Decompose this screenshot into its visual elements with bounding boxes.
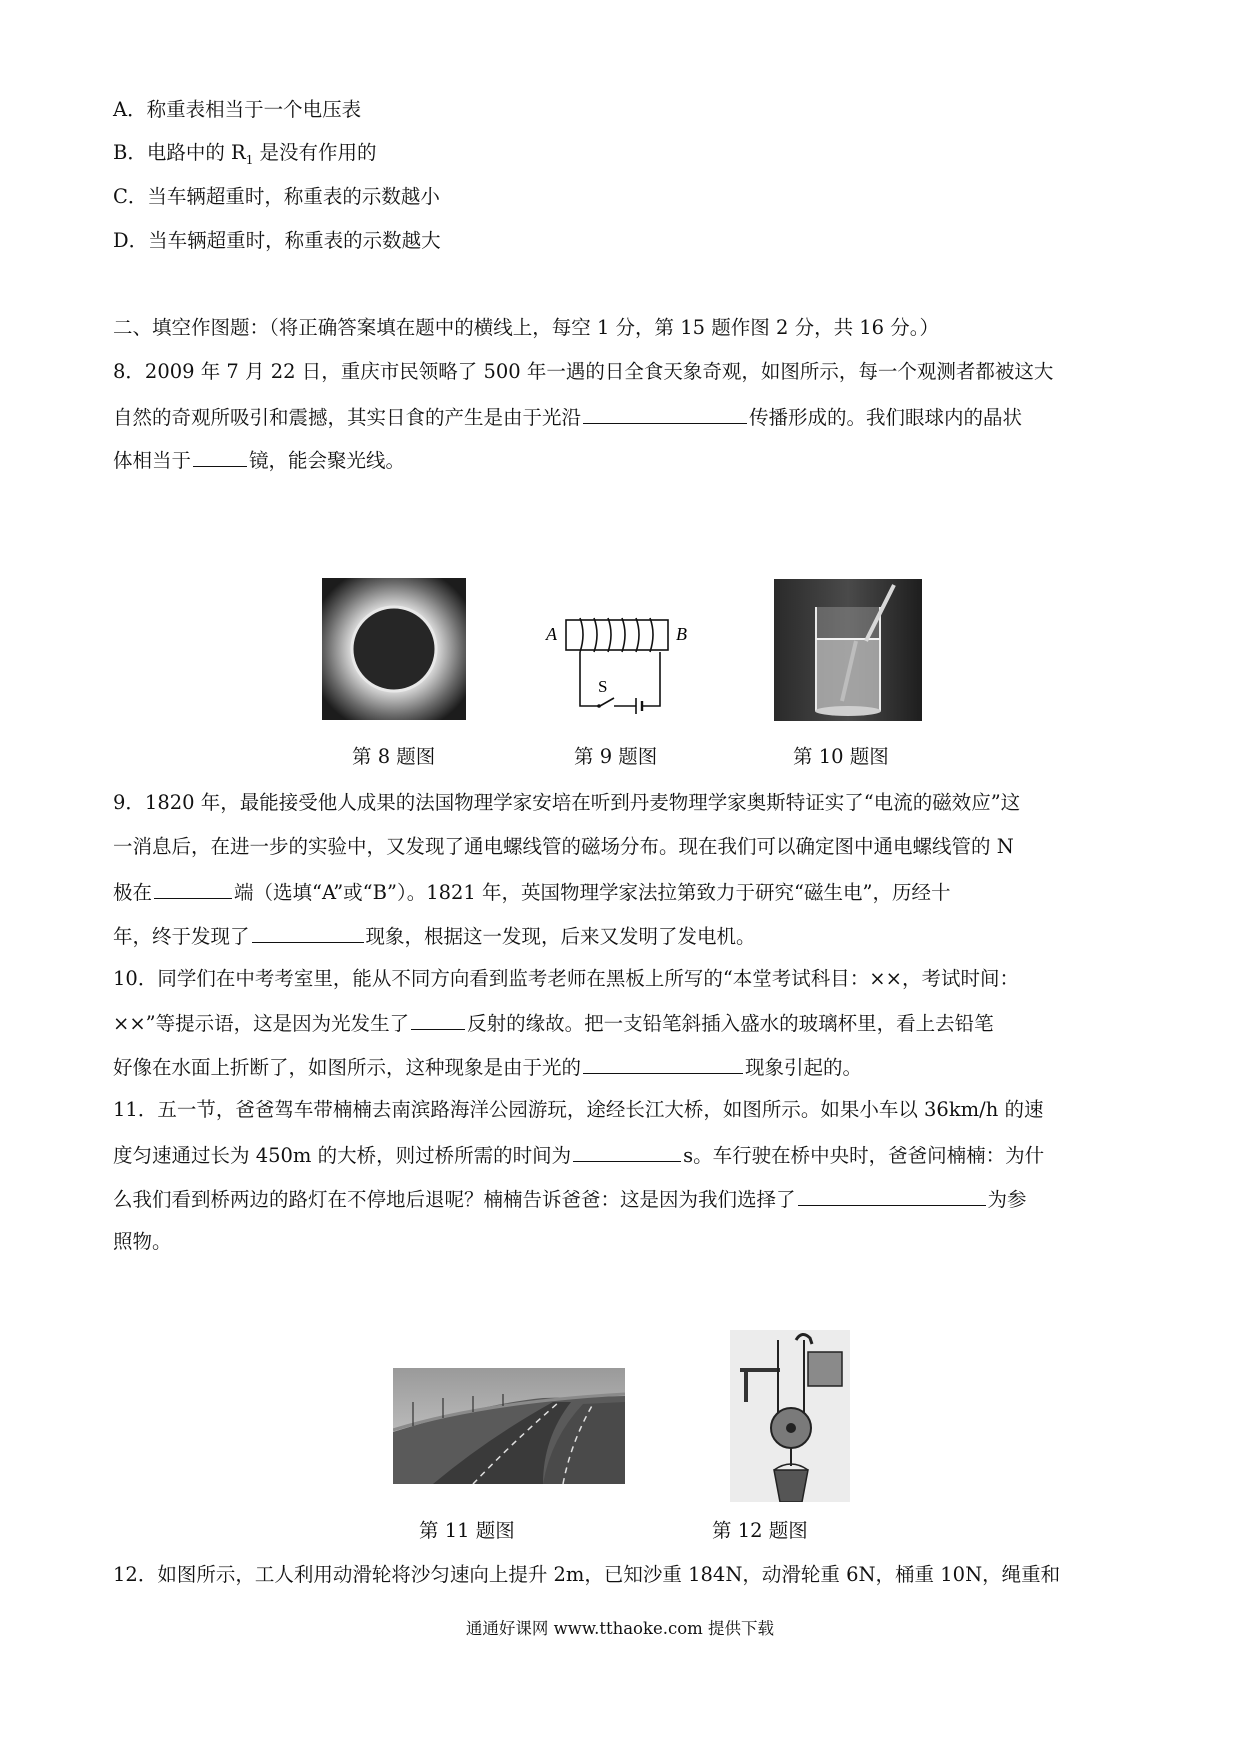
q8-text-d: 镜，能会聚光线。 (249, 449, 406, 472)
q12-line1: 12．如图所示，工人利用动滑轮将沙匀速向上提升 2m，已知沙重 184N，动滑轮重 6N，桶重 10N，绳重和 (113, 1563, 1061, 1586)
pulley-photo (730, 1330, 850, 1502)
caption-fig11: 第 11 题图 (419, 1519, 515, 1542)
eclipse-photo (322, 578, 466, 720)
q9-line3 (113, 878, 1133, 906)
q11-text-c: 么我们看到桥两边的路灯在不停地后退呢？楠楠告诉爸爸：这是因为我们选择了 (113, 1188, 796, 1211)
bridge-photo (393, 1368, 625, 1484)
q10-text-d: 现象引起的。 (745, 1056, 863, 1079)
q11-text-b: s。车行驶在桥中央时，爸爸问楠楠：为什 (683, 1144, 1045, 1167)
q8-line2 (113, 403, 1133, 431)
q11-line1: 11．五一节，爸爸驾车带楠楠去南滨路海洋公园游玩，途经长江大桥，如图所示。如果小车以 36km/h 的速 (113, 1098, 1044, 1121)
q10-line3 (113, 1053, 1133, 1081)
q10-line2 (113, 1009, 1133, 1037)
q8-text-b: 传播形成的。我们眼球内的晶状 (749, 406, 1023, 429)
q11-text-a: 度匀速通过长为 450m 的大桥，则过桥所需的时间为 (113, 1144, 572, 1167)
option-a: A．称重表相当于一个电压表 (113, 98, 362, 121)
q9-line1: 9．1820 年，最能接受他人成果的法国物理学家安培在听到丹麦物理学家奥斯特证实了“电流的磁效应”这 (113, 791, 1021, 814)
label-b: B (676, 624, 687, 644)
option-b-sub: 1 (245, 152, 254, 167)
option-b-post: 是没有作用的 (253, 141, 377, 164)
q9-line4 (113, 922, 1133, 950)
label-s: S (598, 677, 608, 696)
q8-text-c: 体相当于 (113, 449, 192, 472)
q9-text-a: 极在 (113, 881, 153, 904)
option-d: D．当车辆超重时，称重表的示数越大 (113, 229, 441, 252)
q10-text-a: ××”等提示语，这是因为光发生了 (113, 1012, 410, 1035)
q9-text-d: 现象，根据这一发现，后来又发明了发电机。 (365, 925, 756, 948)
q11-blank-2[interactable] (798, 1185, 986, 1206)
caption-fig8: 第 8 题图 (352, 745, 436, 768)
q11-line3 (113, 1185, 1133, 1213)
q11-text-d: 为参 (987, 1188, 1027, 1211)
q9-line2: 一消息后，在进一步的实验中，又发现了通电螺线管的磁场分布。现在我们可以确定图中通电螺线管的 N (113, 835, 1014, 858)
q10-text-c: 好像在水面上折断了，如图所示，这种现象是由于光的 (113, 1056, 582, 1079)
section-heading: 二、填空作图题：（将正确答案填在题中的横线上，每空 1 分，第 15 题作图 2 分，共 16 分。） (113, 316, 940, 339)
q10-blank-2[interactable] (583, 1053, 743, 1074)
caption-fig9: 第 9 题图 (574, 745, 658, 768)
option-b-pre: B．电路中的 R (113, 141, 246, 164)
q8-blank-1[interactable] (583, 403, 747, 424)
caption-fig12: 第 12 题图 (712, 1519, 808, 1542)
q10-blank-1[interactable] (411, 1009, 465, 1030)
q8-text-a: 自然的奇观所吸引和震撼，其实日食的产生是由于光沿 (113, 406, 582, 429)
q8-blank-2[interactable] (193, 446, 247, 467)
pencil-glass-photo (774, 579, 922, 721)
option-c: C．当车辆超重时，称重表的示数越小 (113, 185, 440, 208)
q9-blank-2[interactable] (252, 922, 364, 943)
q9-text-c: 年，终于发现了 (113, 925, 250, 948)
page-footer: 通通好课网 www.tthaoke.com 提供下载 (465, 1619, 775, 1638)
q11-line2 (113, 1141, 1133, 1169)
option-b (113, 140, 1133, 173)
q9-blank-1[interactable] (154, 878, 232, 899)
caption-fig10: 第 10 题图 (793, 745, 889, 768)
label-a: A (546, 624, 557, 644)
q10-text-b: 反射的缘故。把一支铅笔斜插入盛水的玻璃杯里，看上去铅笔 (467, 1012, 994, 1035)
solenoid-diagram (536, 598, 696, 714)
q8-line1: 8．2009 年 7 月 22 日，重庆市民领略了 500 年一遇的日全食天象奇观，如图所示，每一个观测者都被这大 (113, 360, 1054, 383)
q8-line3 (113, 446, 1133, 474)
q11-blank-1[interactable] (573, 1141, 681, 1162)
q9-text-b: 端（选填“A”或“B”）。1821 年，英国物理学家法拉第致力于研究“磁生电”，历经十 (234, 881, 951, 904)
q10-line1: 10．同学们在中考考室里，能从不同方向看到监考老师在黑板上所写的“本堂考试科目：××，考试时间： (113, 967, 1019, 990)
q11-line4: 照物。 (113, 1230, 172, 1253)
